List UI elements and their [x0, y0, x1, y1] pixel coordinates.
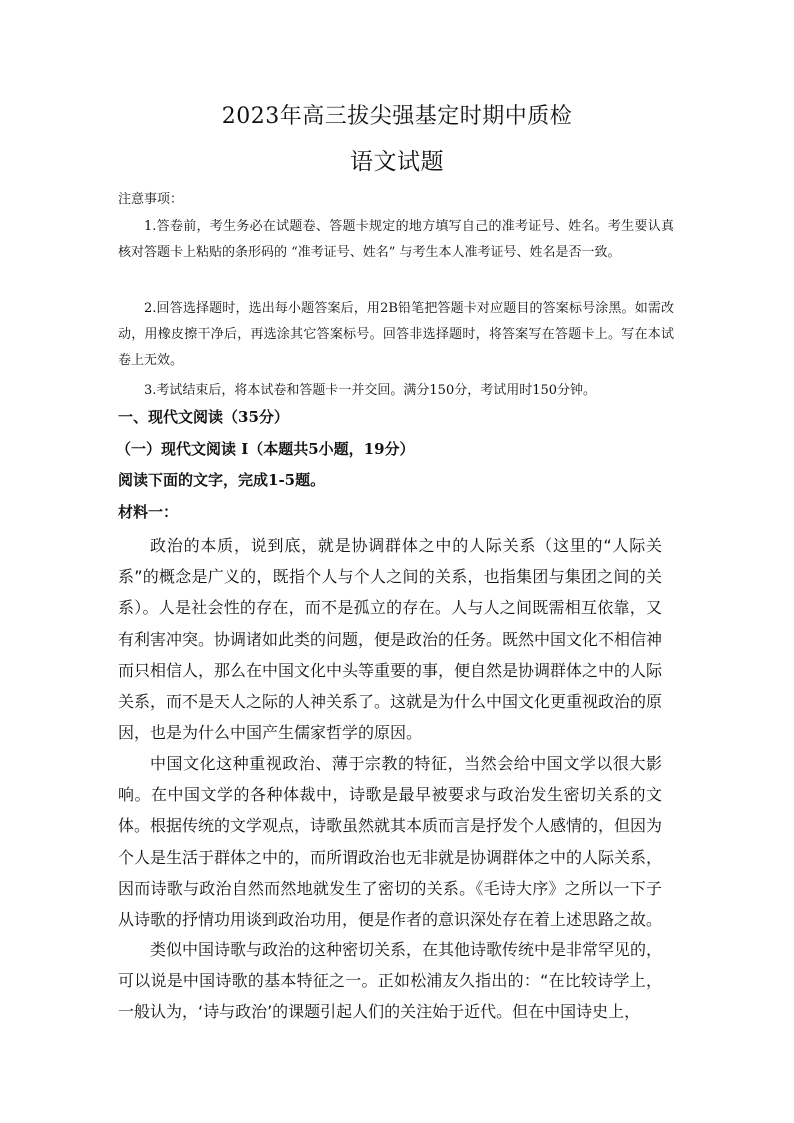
paragraph-text: 政治的本质，说到底，就是协调群体之中的人际关系（这里的“人际关系”的概念是广义的，既指个人与个人之间的关系，也指集团与集团之间的关系）。人是社会性的存在，而不是孤立的存在。人与人之间既需相互依靠，又有利害冲突。协调诸如此类的问题，便是政治的任务。既然中国文化不相信神而只相信人，那么在中国文化中头等重要的事，便自然是协调群体之中的人际关系，而不是天人之际的人神关系了。这就是为什么中国文化更重视政治的原因，也是为什么中国产生儒家哲学的原因。 — [118, 536, 663, 743]
material-label: 材料一： — [118, 503, 179, 521]
notice-item-1: 1.答卷前，考生务必在试题卷、答题卡规定的地方填写自己的准考证号、姓名。考生要认真核对答题卡上粘贴的条形码的 “准考证号、姓名” 与考生本人准考证号、姓名是否一致。 — [118, 219, 674, 260]
paragraph-text: 类似中国诗歌与政治的这种密切关系，在其他诗歌传统中是非常罕见的，可以说是中国诗歌的基本特征之一。正如松浦友久指出的：“在比较诗学上，一般认为，‘诗与政治’的课题引起人们的关注始于近代。但在中国诗史上， — [118, 940, 663, 1022]
section-heading-modern-reading: 一、现代文阅读（35分） — [118, 408, 289, 426]
paragraph-text: 中国文化这种重视政治、薄于宗教的特征，当然会给中国文学以很大影响。在中国文学的各种体裁中，诗歌是最早被要求与政治发生密切关系的文体。根据传统的文学观点，诗歌虽然就其本质而言是抒发个人感情的，但因为个人是生活于群体之中的，而所谓政治也无非就是协调群体之中的人际关系，因而诗歌与政治自然而然地就发生了密切的关系。《毛诗大序》之所以一下子从诗歌的抒情功用谈到政治功用，便是作者的意识深处存在着上述思路之故。 — [118, 754, 663, 930]
notice-item-3: 3.考试结束后，将本试卷和答题卡一并交回。满分150分，考试用时150分钟。 — [144, 383, 597, 398]
notice-heading: 注意事项： — [118, 192, 184, 207]
exam-subject-title: 语文试题 — [350, 149, 444, 175]
passage-paragraph-1 — [118, 530, 662, 748]
passage-paragraph-3 — [118, 934, 662, 1028]
exam-title: 2023年高三拔尖强基定时期中质检 — [221, 104, 573, 129]
reading-instruction: 阅读下面的文字，完成1-5题。 — [118, 471, 326, 489]
passage-paragraph-2 — [118, 748, 662, 935]
subsection-heading-reading-1: （一）现代文阅读 I（本题共5小题，19分） — [116, 440, 415, 458]
notice-item-2: 2.回答选择题时，选出每小题答案后，用2B铅笔把答题卡对应题目的答案标号涂黑。如需改动，用橡皮擦干净后，再选涂其它答案标号。回答非选择题时，将答案写在答题卡上。写在本试卷上无效。 — [118, 301, 674, 368]
